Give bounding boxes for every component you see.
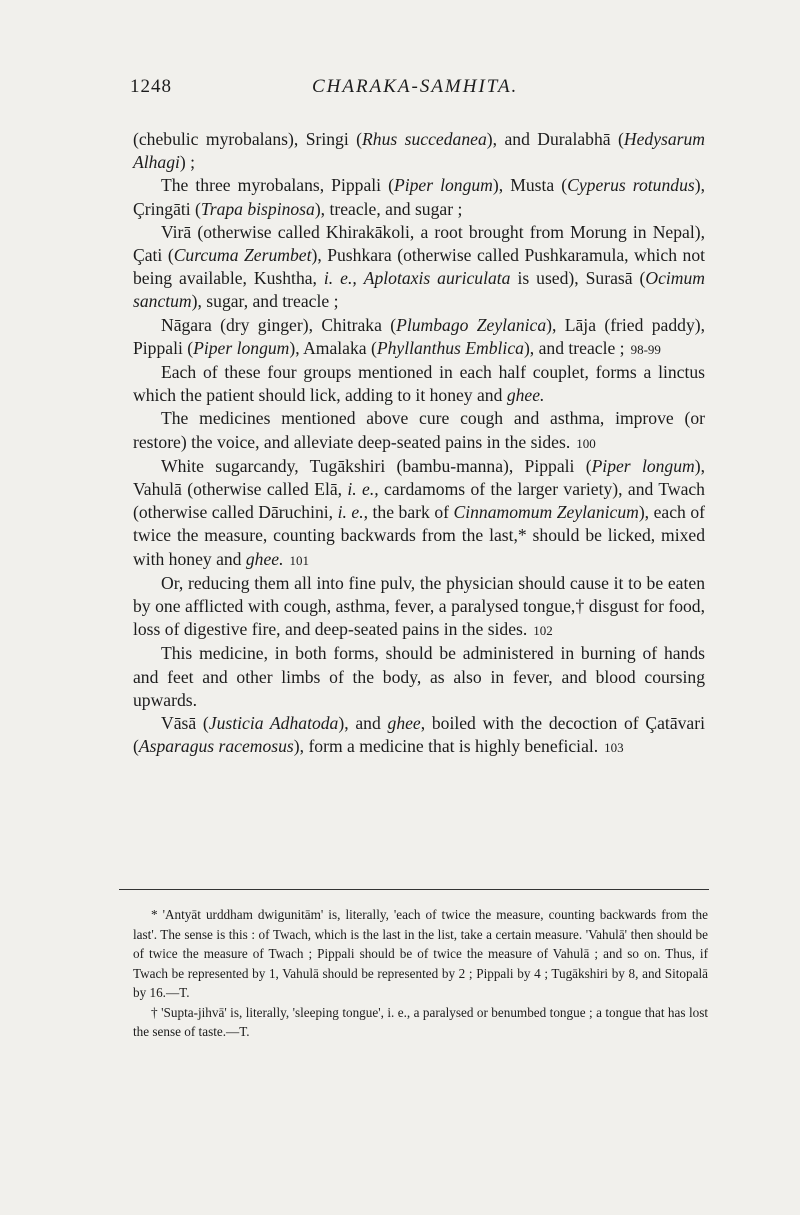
text-span: Nāgara (dry ginger), Chitraka (: [161, 314, 397, 335]
italic-term: ghee.: [245, 548, 284, 569]
running-title: CHARAKA-SAMHITA.: [312, 76, 519, 97]
verse-number: 98-99: [630, 341, 661, 357]
text-span: is used), Surasā (: [510, 268, 646, 289]
paragraph-9: [133, 642, 705, 712]
text-span: the bark of: [368, 502, 454, 523]
botanical-name: Piper longum: [591, 455, 695, 476]
footnote-asterisk: * 'Antyāt urddham dwigunitām' is, literally, 'each of twice the measure, counting backwards from the last'. The sense is this : of Twach, which is the last in the list, take a certain measure. 'Vahulā' then should be of twice the measure of Twach ; Pippali should be of twice the measure of Vahulā ; and so on. Thus, if Twach be represented by 1, Vahulā should be represented by 2 ; Pippali by 4 ; Tugākshiri by 8, and Sitopalā by 16.—T.: [133, 907, 708, 1000]
paragraph-10: [133, 712, 705, 759]
footnotes: [133, 905, 708, 1042]
paragraph-7: [133, 455, 705, 572]
text-span: [357, 268, 364, 288]
text-span: ), and: [338, 713, 388, 734]
page-header: [130, 76, 710, 106]
text-span: cardamoms of the larger variety), and Twach (otherwise called Dāruchini,: [133, 479, 705, 523]
paragraph-1: [133, 128, 705, 174]
botanical-name: Trapa bispinosa: [200, 198, 315, 219]
botanical-name: Asparagus racemosus: [138, 736, 294, 757]
text-span: ), form a medicine that is highly beneficial.: [293, 736, 599, 757]
text-span: ), Çringāti (: [133, 175, 705, 219]
botanical-name: Cinnamomum Zeylanicum: [453, 502, 639, 523]
botanical-name: Hedysarum Alhagi: [133, 129, 706, 173]
verse-number: 102: [533, 623, 553, 639]
verse-number: 103: [604, 740, 624, 756]
page-number: 1248: [130, 76, 172, 97]
text-span: ) ;: [179, 152, 196, 173]
botanical-name: Aplotaxis auriculata: [363, 268, 511, 289]
body-text: [133, 128, 705, 759]
verse-number: 101: [289, 552, 309, 568]
italic-term: ghee.: [506, 385, 545, 406]
text-span: ), sugar, and treacle ;: [191, 291, 339, 312]
text-span: , boiled with the decoction of Çatāvari (: [133, 713, 705, 757]
text-span: Vāsā (: [161, 713, 209, 734]
footnote-divider: [119, 889, 709, 890]
paragraph-6: [133, 407, 705, 454]
text-span: Virā (otherwise called Khirakākoli, a root brought from Morung in Nepal), Çati (: [133, 221, 705, 266]
botanical-name: Cyperus rotundus: [567, 175, 695, 196]
text-span: The medicines mentioned above cure cough and asthma, improve (or restore) the voice, and alleviate deep-seated pains in the sides.: [133, 408, 705, 452]
botanical-name: Piper longum: [393, 175, 493, 196]
text-span: ), treacle, and sugar ;: [314, 198, 463, 219]
text-span: ), and Duralabhā (: [486, 129, 624, 149]
text-span: ), Musta (: [492, 175, 568, 196]
footnote-dagger: † 'Supta-jihvā' is, literally, 'sleeping tongue', i. e., a paralysed or benumbed tongue ; a tongue that has lost the sense of taste.—T.: [133, 1004, 708, 1039]
botanical-name: Phyllanthus Emblica: [376, 337, 524, 358]
botanical-name: Piper longum: [193, 337, 290, 358]
botanical-name: Curcuma Zerumbet: [173, 245, 312, 266]
botanical-name: Ocimum sanctum: [133, 268, 705, 312]
botanical-name: Rhus succedanea: [362, 129, 487, 149]
paragraph-3: [133, 221, 705, 314]
abbreviation: i. e.,: [347, 479, 379, 500]
text-span: ), Lāja (fried paddy), Pippali (: [133, 314, 706, 358]
paragraph-5: [133, 361, 705, 407]
abbreviation: i. e.,: [323, 268, 357, 289]
paragraph-4: [133, 314, 705, 361]
text-span: White sugarcandy, Tugākshiri (bambu-manna), Pippali (: [161, 455, 592, 476]
text-span: ), Amalaka (: [289, 337, 377, 358]
text-span: ), Pushkara (otherwise called Pushkaramula, which not being available, Kushtha,: [133, 245, 706, 289]
text-span: ), Vahulā (otherwise called Elā,: [133, 455, 705, 500]
paragraph-8: [133, 572, 705, 643]
botanical-name: Plumbago Zeylanica: [396, 314, 547, 335]
botanical-name: Justicia Adhatoda: [208, 713, 339, 734]
text-span: Each of these four groups mentioned in each half couplet, forms a linctus which the patient should lick, adding to it honey and: [133, 362, 705, 406]
text-span: (chebulic myrobalans), Sringi (: [133, 129, 363, 149]
italic-term: ghee: [387, 713, 421, 734]
text-span: ), and treacle ;: [523, 337, 625, 358]
verse-number: 100: [576, 435, 596, 451]
text-span: Or, reducing them all into fine pulv, the physician should cause it to be eaten by one afflicted with cough, asthma, fever, a paralysed tongue,† disgust for food, loss of digestive fire, and deep-seated pains in the sides.: [133, 572, 705, 640]
text-span: ), each of twice the measure, counting backwards from the last,* should be licked, mixed with honey and: [133, 502, 706, 569]
paragraph-2: [133, 174, 705, 220]
abbreviation: i. e.,: [337, 502, 368, 523]
text-span: This medicine, in both forms, should be administered in burning of hands and feet and other limbs of the body, as also in fever, and blood coursing upwards.: [133, 643, 705, 710]
text-span: The three myrobalans, Pippali (: [161, 175, 394, 196]
